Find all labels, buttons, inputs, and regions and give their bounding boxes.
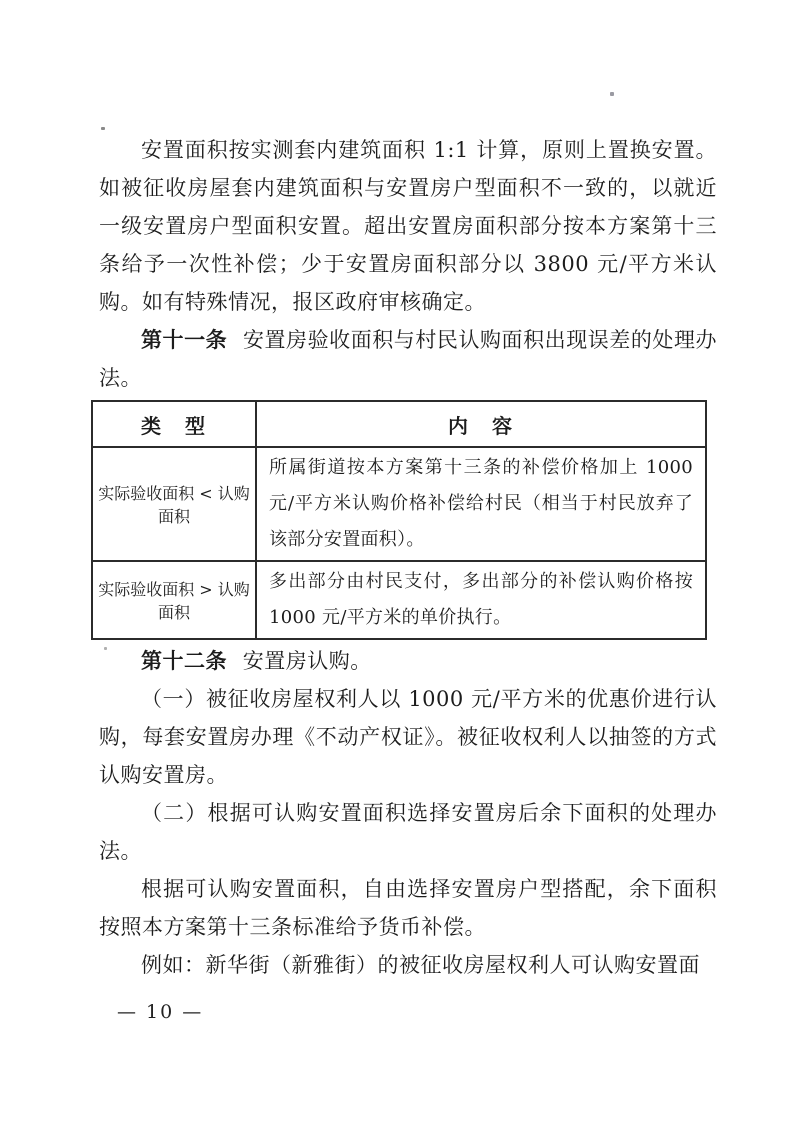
table-row — [92, 561, 706, 639]
table-header-content: 内 容 — [256, 401, 706, 447]
article-12-text: 安置房认购。 — [242, 649, 372, 673]
error-handling-table — [91, 400, 707, 640]
row-type-cell: 实际验收面积 > 认购面积 — [92, 561, 256, 639]
paragraph-example: 例如：新华街（新雅街）的被征收房屋权利人可认购安置面 — [141, 953, 700, 977]
document-body — [99, 131, 717, 984]
page-number: — 10 — — [117, 1001, 204, 1023]
row-type-cell: 实际验收面积 < 认购面积 — [92, 447, 256, 561]
table-header-row — [92, 401, 706, 447]
paragraph-item-1: （一）被征收房屋权利人以 1000 元/平方米的优惠价进行认购，每套安置房办理《不动产权证》。被征收权利人以抽签的方式认购安置房。 — [99, 687, 717, 787]
row-content-cell: 所属街道按本方案第十三条的补偿价格加上 1000 元/平方米认购价格补偿给村民（相当于村民放弃了该部分安置面积）。 — [256, 447, 706, 561]
table-row — [92, 447, 706, 561]
paragraph-article-12 — [99, 642, 717, 680]
article-11-text: 安置房验收面积与村民认购面积出现误差的处理办法。 — [99, 328, 718, 390]
article-11-number: 第十一条 — [141, 327, 228, 352]
paragraph-article-11 — [99, 321, 717, 397]
scan-speck — [101, 127, 105, 130]
article-12-number: 第十二条 — [141, 648, 227, 673]
scan-speck — [610, 92, 614, 96]
row-content-cell: 多出部分由村民支付，多出部分的补偿认购价格按 1000 元/平方米的单价执行。 — [256, 561, 706, 639]
paragraph-item-2: （二）根据可认购安置面积选择安置房后余下面积的处理办法。 — [99, 801, 717, 863]
paragraph-monetary-compensation: 根据可认购安置面积，自由选择安置房户型搭配，余下面积按照本方案第十三条标准给予货币补偿。 — [99, 877, 717, 939]
table-header-type: 类 型 — [92, 401, 256, 447]
paragraph-resettlement-area: 安置面积按实测套内建筑面积 1:1 计算，原则上置换安置。如被征收房屋套内建筑面积与安置房户型面积不一致的，以就近一级安置房户型面积安置。超出安置房面积部分按本方案第十三条给予一次性补偿；少于安置房面积部分以 3800 元/平方米认购。如有特殊情况，报区政府审核确定。 — [99, 138, 717, 314]
